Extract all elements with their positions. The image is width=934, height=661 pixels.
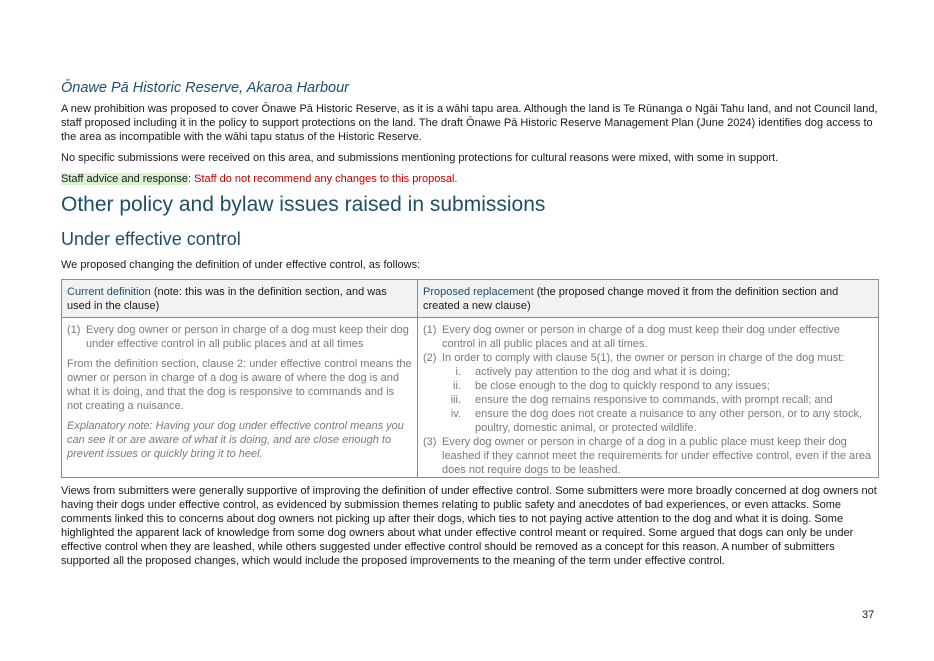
intro-paragraph: We proposed changing the definition of under effective control, as follows: (61, 259, 421, 271)
onawe-paragraph: A new prohibition was proposed to cover Ōnawe Pā Historic Reserve, as it is a wāhi tapu area. Although the land is Te Rūnanga o Ngāi Tahu land, and not Council land, staff proposed including it in the policy to support protections on the land. The draft Ōnawe Pā Historic Reserve Management Plan (June 2024) identifies dog access to the area as incompatible with the wāhi tapu status of the Historic Reserve. (61, 103, 878, 143)
header-proposed-replacement (418, 280, 879, 318)
item-number: (1) (423, 324, 437, 336)
sub-item-number: iv. (450, 408, 461, 420)
staff-advice (61, 172, 879, 186)
item-text: Every dog owner or person in charge of a dog must keep their dog under effective control in all public places and at all times. (442, 324, 840, 350)
table-header-row (62, 280, 879, 318)
definition-table (61, 279, 879, 478)
item-number: (3) (423, 436, 437, 448)
sub-item-number: iii. (450, 394, 461, 406)
sub-item-text: ensure the dog does not create a nuisance to any other person, or to any stock, poultry, domestic animal, or protected wildlife. (475, 408, 863, 434)
item-number: (2) (423, 352, 437, 364)
sub-list-item (423, 379, 873, 393)
item-number: (1) (67, 324, 81, 336)
header-accent: Current definition (67, 286, 151, 298)
definition-text: From the definition section, clause 2: under effective control means the owner or person in charge of a dog is aware of where the dog is and what it is doing, and that the dog is responsive to commands and is not creating a nuisance. (67, 358, 412, 412)
item-text: Every dog owner or person in charge of a dog must keep their dog under effective control in all public places and at all times (86, 324, 409, 350)
views-paragraph: Views from submitters were generally supportive of improving the definition of under effective control. Some submitters were more broadly concerned at dog owners not having their dogs under effective control, as evidenced by submission themes relating to public safety and anecdotes of bad experiences, or even attacks. Some comments linked this to concerns about dog owners not picking up after their dogs, which ties to not paying active attention to the dog and what it is doing. Some highlighted the apparent lack of knowledge from some dog owners about what under effective control meant or required. Some argued that dogs can only be under effective control when they are leashed, while others suggested under effective control should be removed as a concept for this reason. A number of submitters supported all the proposed changes, which would include the proposed improvements to the meaning of the term under effective control. (61, 485, 877, 567)
sub-item-number: i. (455, 366, 461, 378)
document-page (61, 80, 879, 575)
explanatory-note: Explanatory note: Having your dog under effective control means you can see it or are aware of what it is doing, and are close enough to prevent issues or quickly bring it to heel. (67, 420, 404, 460)
advice-text: Staff do not recommend any changes to this proposal. (194, 173, 458, 185)
table-row (62, 318, 879, 478)
submissions-paragraph: No specific submissions were received on this area, and submissions mentioning protections for cultural reasons were mixed, with some in support. (61, 152, 779, 164)
sub-item-number: ii. (453, 380, 461, 392)
header-current-definition (62, 280, 418, 318)
page-number: 37 (862, 609, 875, 621)
item-text: In order to comply with clause 5(1), the owner or person in charge of the dog must: (442, 352, 845, 364)
list-item (423, 351, 873, 365)
cell-proposed-replacement (418, 318, 879, 478)
list-item (423, 323, 873, 351)
sub-list-item (423, 365, 873, 379)
item-text: Every dog owner or person in charge of a dog in a public place must keep their dog leashed if they cannot meet the requirements for under effective control, even if the area does not require dogs to be leashed. (442, 436, 872, 476)
advice-label: Staff advice and response (61, 173, 188, 185)
sub-item-text: ensure the dog remains responsive to commands, with prompt recall; and (475, 394, 833, 406)
list-item (423, 435, 873, 477)
sub-item-text: actively pay attention to the dog and what it is doing; (475, 366, 730, 378)
sub-list-item (423, 393, 873, 407)
sub-item-text: be close enough to the dog to quickly respond to any issues; (475, 380, 770, 392)
header-rest: (note: this was in the definition section, and was used in the clause) (67, 286, 387, 312)
heading-other-issues: Other policy and bylaw issues raised in submissions (61, 193, 546, 216)
header-rest: (the proposed change moved it from the definition section and created a new clause) (423, 286, 839, 312)
list-item (67, 323, 412, 351)
advice-separator: : (188, 173, 195, 185)
header-accent: Proposed replacement (423, 286, 534, 298)
section-subheading: Ōnawe Pā Historic Reserve, Akaroa Harbour (61, 80, 349, 96)
sub-list-item (423, 407, 873, 435)
cell-current-definition (62, 318, 418, 478)
heading-under-effective-control: Under effective control (61, 229, 241, 249)
